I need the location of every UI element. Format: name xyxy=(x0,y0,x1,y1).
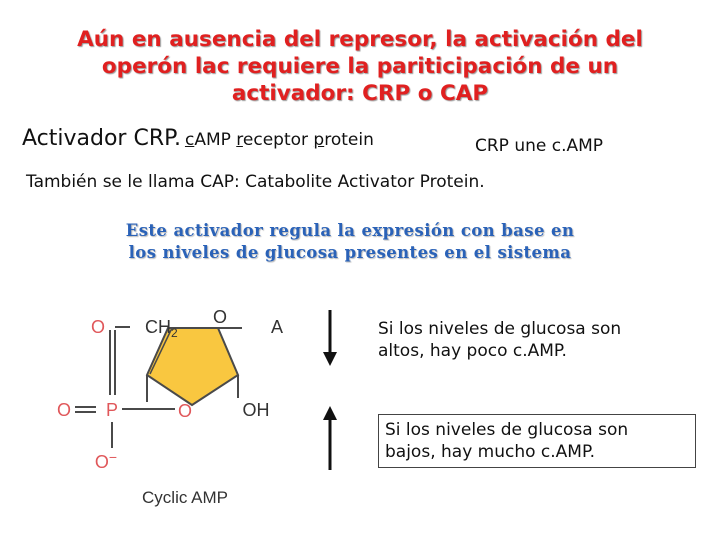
low-glucose-note xyxy=(378,414,696,468)
regulation-statement xyxy=(60,220,640,264)
phosphorus-label: P xyxy=(105,400,119,420)
low-glucose-line-1: Si los niveles de glucosa son xyxy=(385,420,629,440)
regulation-line-2: los niveles de glucosa presentes en el sistema xyxy=(128,243,572,262)
structure-caption: Cyclic AMP xyxy=(142,488,228,507)
arrow-up-icon xyxy=(323,406,337,470)
ch2-label: $CH_2$ xyxy=(145,317,178,340)
regulation-line-1: Este activador regula la expresión con base en xyxy=(125,221,575,240)
cyclic-amp-structure xyxy=(50,300,300,515)
activator-line xyxy=(22,126,374,151)
title-line-1: Aún en ausencia del represor, la activación del xyxy=(77,27,643,52)
ch2-oxygen-label: O xyxy=(90,317,106,337)
ring-oxygen-label: O xyxy=(212,307,228,327)
camp-receptor-protein: cAMP receptor protein xyxy=(184,130,374,150)
o-minus-label: O− xyxy=(94,449,118,472)
activator-prefix: Activador CRP. xyxy=(22,126,181,151)
high-glucose-line-2: altos, hay poco c.AMP. xyxy=(378,341,567,361)
glucose-arrows xyxy=(318,306,346,476)
low-glucose-line-2: bajos, hay mucho c.AMP. xyxy=(385,442,595,462)
cap-alias-text: También se le llama CAP: Catabolite Activator Protein. xyxy=(26,172,485,192)
title-line-3: activador: CRP o CAP xyxy=(231,81,489,106)
phosphate-oxygen-label: O xyxy=(56,400,72,420)
crp-binds-camp: CRP une c.AMP xyxy=(475,136,604,156)
title-line-2: operón lac requiere la pariticipación de un xyxy=(101,54,619,79)
ribose-ring xyxy=(147,328,238,405)
slide-title xyxy=(20,26,700,107)
high-glucose-line-1: Si los niveles de glucosa son xyxy=(378,319,622,339)
hydroxyl-label: OH xyxy=(242,400,270,420)
high-glucose-note xyxy=(378,318,698,362)
adenine-label: A xyxy=(270,317,284,337)
bridge-oxygen-label: O xyxy=(177,401,193,421)
arrow-down-icon xyxy=(323,310,337,366)
